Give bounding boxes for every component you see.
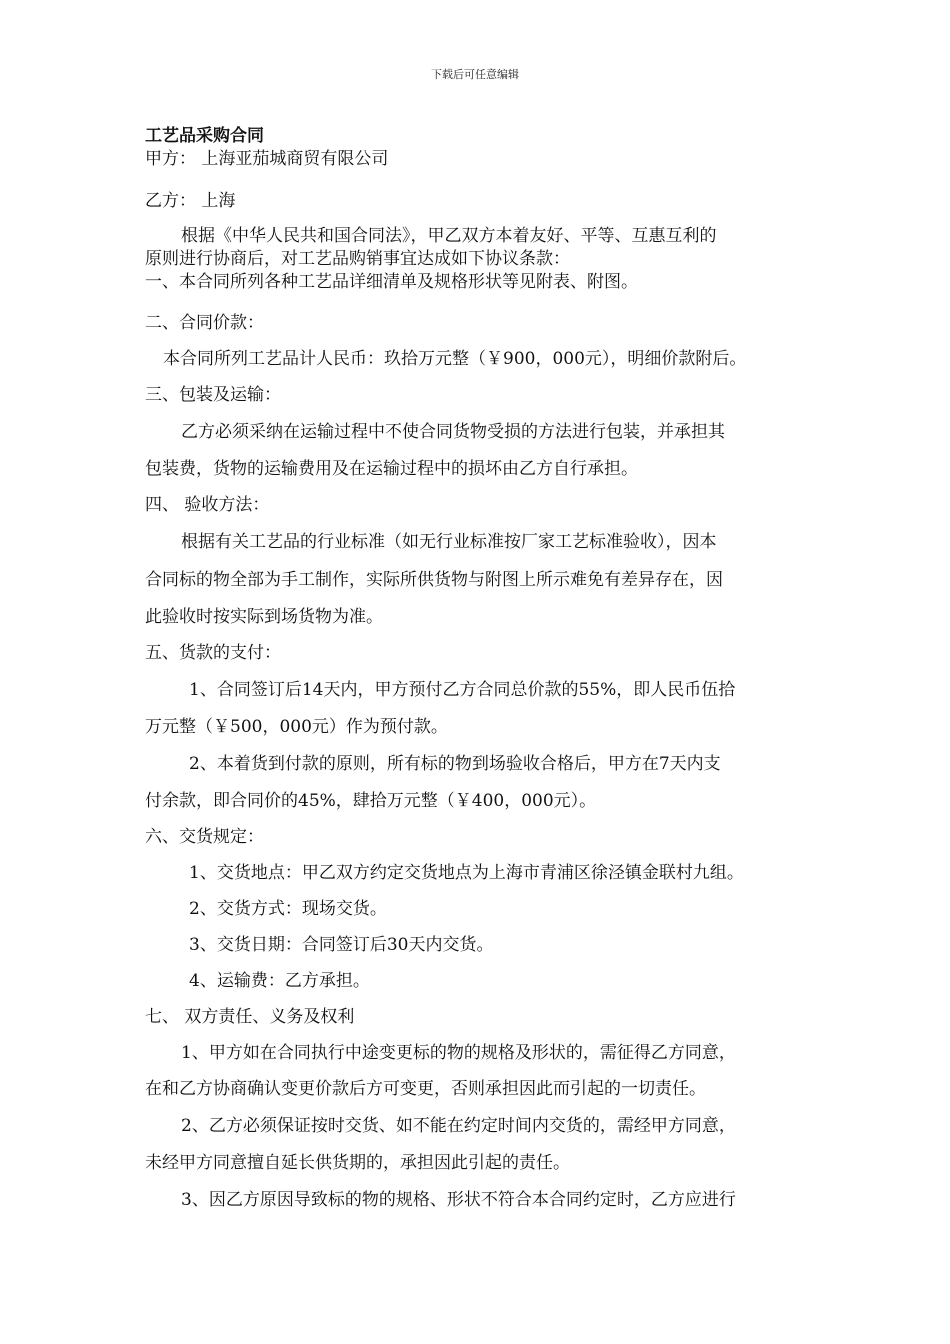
party-b: 乙方： 上海 (145, 191, 236, 211)
section-7-item-2-line-1: 2、乙方必须保证按时交货、如不能在约定时间内交货的，需经甲方同意， (181, 1116, 736, 1136)
section-5-item-1-line-2: 万元整（￥500，000元）作为预付款。 (145, 717, 448, 737)
section-6-item-1: 1、交货地点：甲乙双方约定交货地点为上海市青浦区徐泾镇金联村九组。 (189, 863, 744, 883)
section-4-heading: 四、 验收方法： (145, 495, 270, 515)
section-7-item-1-line-1: 1、甲方如在合同执行中途变更标的物的规格及形状的，需征得乙方同意， (181, 1043, 736, 1063)
section-2-body: 本合同所列工艺品计人民币：玖拾万元整（￥900，000元），明细价款附后。 (163, 349, 747, 369)
section-7-item-1-line-2: 在和乙方协商确认变更价款后方可变更，否则承担因此而引起的一切责任。 (145, 1079, 706, 1099)
section-3-body-1: 乙方必须采纳在运输过程中不使合同货物受损的方法进行包装，并承担其 (181, 422, 725, 442)
section-6-item-3: 3、交货日期：合同签订后30天内交货。 (189, 935, 494, 955)
section-5-item-2-line-1: 2、本着货到付款的原则，所有标的物到场验收合格后，甲方在7天内支 (189, 754, 721, 774)
intro-line-1: 根据《中华人民共和国合同法》，甲乙双方本着友好、平等、互惠互利的 (181, 226, 717, 246)
contract-body (145, 124, 825, 1219)
document-title: 工艺品采购合同 (145, 126, 264, 146)
section-2-heading: 二、合同价款： (145, 313, 264, 333)
section-5-item-2-line-2: 付余款，即合同价的45%，肆拾万元整（￥400，000元）。 (145, 791, 597, 811)
section-7-item-3-line-1: 3、因乙方原因导致标的物的规格、形状不符合本合同约定时，乙方应进行 (181, 1190, 736, 1210)
party-a: 甲方： 上海亚茄城商贸有限公司 (145, 149, 389, 169)
section-3-body-2: 包装费，货物的运输费用及在运输过程中的损坏由乙方自行承担。 (145, 459, 638, 479)
section-6-heading: 六、交货规定： (145, 827, 264, 847)
section-7-heading: 七、 双方责任、义务及权利 (145, 1007, 355, 1027)
section-5-item-1-line-1: 1、合同签订后14天内，甲方预付乙方合同总价款的55%，即人民币伍拾 (189, 680, 736, 700)
section-3-heading: 三、包装及运输： (145, 385, 281, 405)
section-4-body-2: 合同标的物全部为手工制作，实际所供货物与附图上所示难免有差异存在，因 (145, 570, 723, 590)
page-header: 下载后可任意编辑 (431, 68, 519, 81)
section-5-heading: 五、货款的支付： (145, 643, 281, 663)
section-1: 一、本合同所列各种工艺品详细清单及规格形状等见附表、附图。 (145, 272, 638, 292)
section-4-body-1: 根据有关工艺品的行业标准（如无行业标准按厂家工艺标准验收），因本 (181, 532, 717, 552)
section-6-item-2: 2、交货方式：现场交货。 (189, 899, 387, 919)
section-7-item-2-line-2: 未经甲方同意擅自延长供货期的，承担因此引起的责任。 (145, 1153, 570, 1173)
section-4-body-3: 此验收时按实际到场货物为准。 (145, 607, 383, 627)
intro-line-2: 原则进行协商后，对工艺品购销事宜达成如下协议条款： (145, 249, 570, 269)
section-6-item-4: 4、运输费：乙方承担。 (189, 971, 370, 991)
